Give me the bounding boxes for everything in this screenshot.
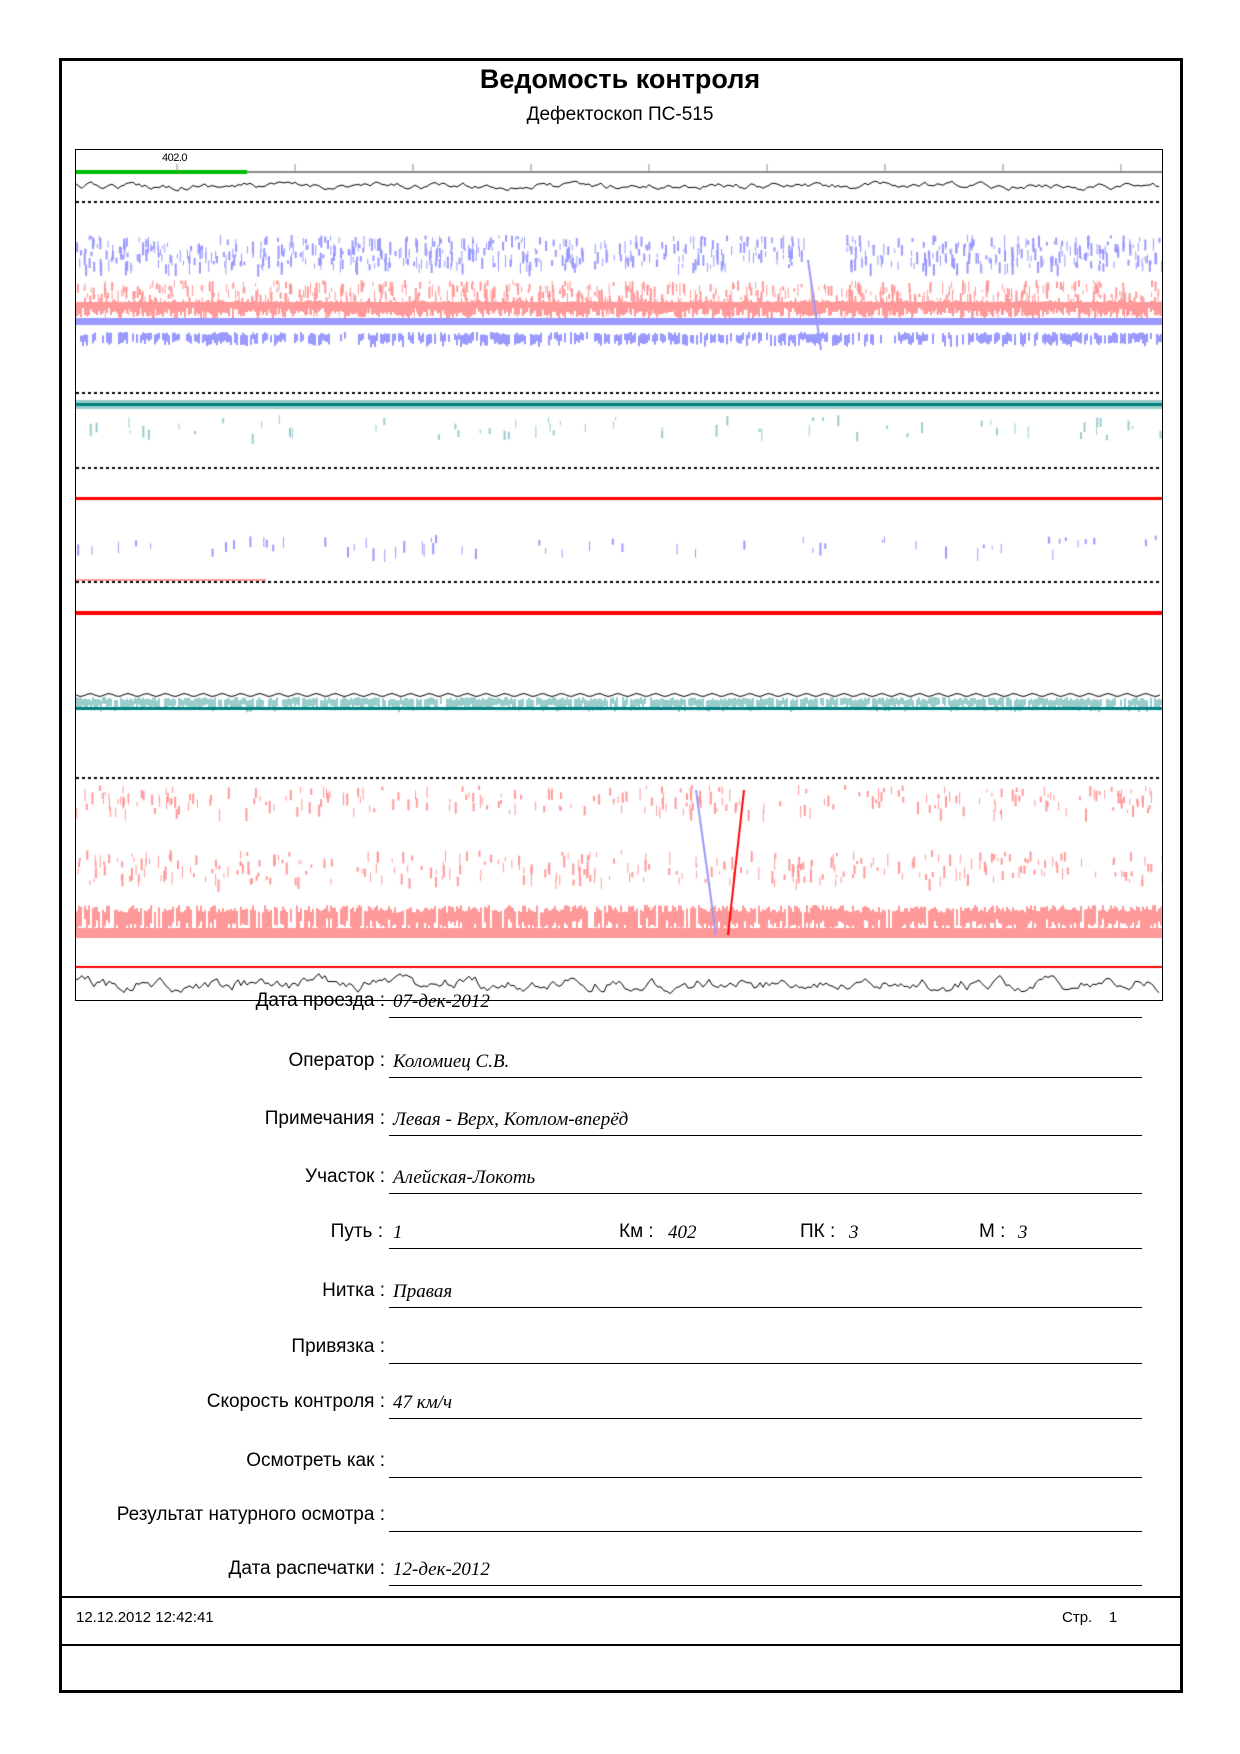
pk-label: ПК : xyxy=(800,1221,836,1242)
rail-value: Правая xyxy=(393,1281,453,1302)
speed-label: Скорость контроля : xyxy=(206,1391,385,1412)
form-row-binding xyxy=(0,1334,1240,1364)
form-row-notes xyxy=(0,1106,1240,1136)
page-title: Ведомость контроля xyxy=(479,64,761,94)
underline xyxy=(389,1531,1142,1532)
underline xyxy=(389,1585,1142,1586)
footer-divider-bottom xyxy=(59,1644,1180,1646)
operator-value: Коломиец С.В. xyxy=(393,1051,510,1072)
page-label: Стр. xyxy=(1062,1609,1093,1626)
page-subtitle: Дефектоскоп ПС-515 xyxy=(526,104,714,125)
pk-value: 3 xyxy=(849,1222,859,1243)
track-value: 1 xyxy=(393,1222,403,1243)
result-label: Результат натурного осмотра : xyxy=(116,1504,385,1525)
footer-timestamp: 12.12.2012 12:42:41 xyxy=(76,1609,214,1626)
page-number: 1 xyxy=(1108,1609,1118,1626)
m-label: М : xyxy=(979,1221,1006,1242)
underline xyxy=(389,1307,1142,1308)
underline xyxy=(389,1477,1142,1478)
form-row-result xyxy=(0,1502,1240,1532)
binding-label: Привязка : xyxy=(291,1336,385,1357)
form-row-speed xyxy=(0,1389,1240,1419)
print-date-label: Дата распечатки : xyxy=(228,1558,385,1579)
date-value: 07-дек-2012 xyxy=(393,991,490,1012)
section-value: Алейская-Локоть xyxy=(393,1167,536,1188)
form-row-rail xyxy=(0,1278,1240,1308)
underline xyxy=(389,1135,1142,1136)
underline xyxy=(389,1077,1142,1078)
inspect-label: Осмотреть как : xyxy=(246,1450,385,1471)
notes-label: Примечания : xyxy=(264,1108,385,1129)
form-row-operator xyxy=(0,1048,1240,1078)
km-marker-label: 402.0 xyxy=(162,152,188,164)
footer-divider-top xyxy=(59,1596,1180,1598)
form-row-inspect xyxy=(0,1448,1240,1478)
operator-label: Оператор : xyxy=(288,1050,385,1071)
underline xyxy=(389,1017,1142,1018)
footer-page-number xyxy=(1062,1609,1117,1626)
section-label: Участок : xyxy=(305,1166,385,1187)
form-row-location xyxy=(0,1219,1240,1249)
km-label: Км : xyxy=(619,1221,654,1242)
km-value: 402 xyxy=(668,1222,697,1243)
underline xyxy=(389,1363,1142,1364)
print-date-value: 12-дек-2012 xyxy=(393,1559,490,1580)
notes-value: Левая - Верх, Котлом-вперёд xyxy=(393,1109,629,1130)
defectogram-scan-image xyxy=(75,149,1163,1001)
form-row-section xyxy=(0,1164,1240,1194)
form-row-date xyxy=(0,988,1240,1018)
m-value: 3 xyxy=(1018,1222,1028,1243)
underline xyxy=(389,1418,1142,1419)
date-label: Дата проезда : xyxy=(255,990,385,1011)
track-label: Путь : xyxy=(330,1221,383,1242)
speed-value: 47 км/ч xyxy=(393,1392,453,1413)
underline xyxy=(389,1248,1142,1249)
form-row-print-date xyxy=(0,1556,1240,1586)
rail-label: Нитка : xyxy=(322,1280,385,1301)
underline xyxy=(389,1193,1142,1194)
